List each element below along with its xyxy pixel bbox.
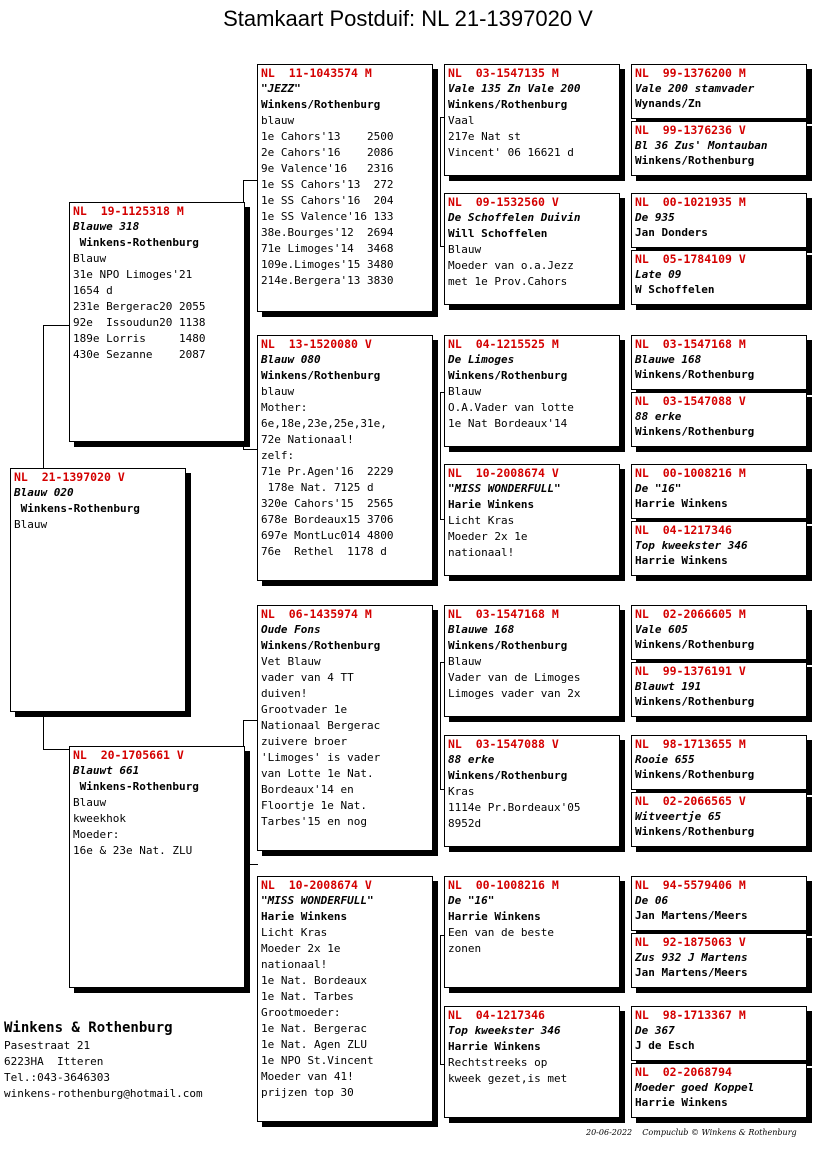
breeder-name: Harie Winkens [261, 910, 348, 923]
pigeon-info-line: Moeder van o.a.Jezz [448, 259, 574, 272]
pigeon-info-line: 1e SS Cahors'13 272 [261, 178, 394, 191]
ring-number: NL 98-1713367 M [635, 1008, 746, 1022]
pigeon-info-line: Limoges vader van 2x [448, 687, 581, 700]
pigeon-card-ancestor[interactable] [631, 662, 807, 717]
pigeon-card-ancestor[interactable] [631, 335, 807, 390]
pigeon-info-line: vader van 4 TT [261, 671, 354, 684]
pigeon-info-line: nationaal! [261, 958, 328, 971]
pigeon-name: "MISS WONDERFULL" [261, 894, 374, 907]
breeder-name: Will Schoffelen [448, 227, 548, 240]
pigeon-info-line: Rechtstreeks op [448, 1056, 548, 1069]
pigeon-info-line: van Lotte 1e Nat. [261, 767, 374, 780]
pigeon-info-line: Blauw [448, 655, 482, 668]
connector-bracket [243, 180, 258, 450]
ring-number: NL 11-1043574 M [261, 66, 372, 80]
pigeon-info-line: met 1e Prov.Cahors [448, 275, 568, 288]
pigeon-info-line: Bordeaux'14 en [261, 783, 354, 796]
pigeon-name: Top kweekster 346 [635, 539, 748, 552]
pigeon-name: Blauwe 318 [73, 220, 140, 233]
breeder-name: Winkens/Rothenburg [635, 695, 755, 708]
breeder-name: Harie Winkens [448, 498, 535, 511]
pigeon-info-line: kweekhok [73, 812, 126, 825]
ring-number: NL 09-1532560 V [448, 195, 559, 209]
pigeon-info-line: Vincent' 06 16621 d [448, 146, 574, 159]
ring-number: NL 13-1520080 V [261, 337, 372, 351]
pigeon-info-line: Blauw [14, 518, 48, 531]
breeder-name: Jan Martens/Meers [635, 909, 748, 922]
pigeon-name: De "16" [448, 894, 495, 907]
pigeon-info-line: Blauw [73, 796, 107, 809]
breeder-name: Winkens/Rothenburg [635, 425, 755, 438]
breeder-name: Winkens/Rothenburg [635, 638, 755, 651]
pigeon-info-line: zonen [448, 942, 482, 955]
pigeon-name: De "16" [635, 482, 682, 495]
footer-credit: 20-06-2022 Compuclub © Winkens & Rothenburg [586, 1128, 797, 1137]
pigeon-card-ancestor[interactable] [631, 392, 807, 447]
breeder-name: Winkens/Rothenburg [448, 369, 568, 382]
pigeon-info-line: 231e Bergerac20 2055 [73, 300, 206, 313]
pigeon-info-line: 6e,18e,23e,25e,31e, [261, 417, 387, 430]
ring-number: NL 05-1784109 V [635, 252, 746, 266]
ring-number: NL 99-1376236 V [635, 123, 746, 137]
pigeon-info-line: 38e.Bourges'12 2694 [261, 226, 394, 239]
pigeon-info-line: zuivere broer [261, 735, 348, 748]
pigeon-info-line: 217e Nat st [448, 130, 521, 143]
pigeon-name: De Limoges [448, 353, 515, 366]
pigeon-card-great-grandparent[interactable] [444, 1006, 620, 1118]
pigeon-info-line: Moeder 2x 1e [261, 942, 341, 955]
pigeon-card-father[interactable] [69, 202, 245, 442]
pigeon-card-ancestor[interactable] [631, 193, 807, 248]
owner-name: Winkens & Rothenburg [4, 1020, 173, 1036]
connector-bracket [43, 325, 71, 468]
breeder-name: Jan Martens/Meers [635, 966, 748, 979]
breeder-name: Winkens/Rothenburg [261, 369, 381, 382]
breeder-name: Winkens-Rothenburg [14, 502, 140, 515]
pigeon-name: De 367 [635, 1024, 675, 1037]
pigeon-info-line: zelf: [261, 449, 295, 462]
ring-number: NL 21-1397020 V [14, 470, 125, 484]
pigeon-info-line: Licht Kras [261, 926, 328, 939]
ring-number: NL 99-1376200 M [635, 66, 746, 80]
ring-number: NL 03-1547088 V [448, 737, 559, 751]
pigeon-info-line: 72e Nationaal! [261, 433, 354, 446]
pigeon-info-line: 92e Issoudun20 1138 [73, 316, 206, 329]
pigeon-name: Moeder goed Koppel [635, 1081, 755, 1094]
pigeon-info-line: Licht Kras [448, 514, 515, 527]
pigeon-info-line: Tarbes'15 en nog [261, 815, 367, 828]
pigeon-name: De 935 [635, 211, 675, 224]
ring-number: NL 00-1021935 M [635, 195, 746, 209]
pigeon-info-line: 214e.Bergera'13 3830 [261, 274, 394, 287]
pigeon-card-grandparent[interactable] [257, 876, 433, 1122]
pigeon-name: Blauw 020 [14, 486, 74, 499]
breeder-name: Wynands/Zn [635, 97, 702, 110]
pigeon-info-line: duiven! [261, 687, 308, 700]
breeder-name: Winkens/Rothenburg [261, 639, 381, 652]
pigeon-info-line: nationaal! [448, 546, 515, 559]
pigeon-info-line: 697e MontLuc014 4800 [261, 529, 394, 542]
ring-number: NL 04-1217346 [448, 1008, 545, 1022]
pigeon-info-line: 1e SS Cahors'16 204 [261, 194, 394, 207]
ring-number: NL 99-1376191 V [635, 664, 746, 678]
ring-number: NL 03-1547168 M [635, 337, 746, 351]
ring-number: NL 03-1547088 V [635, 394, 746, 408]
pigeon-info-line: 71e Limoges'14 3468 [261, 242, 394, 255]
pigeon-card-great-grandparent[interactable] [444, 335, 620, 447]
pigeon-info-line: 2e Cahors'16 2086 [261, 146, 394, 159]
pigeon-info-line: Grootmoeder: [261, 1006, 341, 1019]
pigeon-info-line: 1e Cahors'13 2500 [261, 130, 394, 143]
pigeon-info-line: Grootvader 1e [261, 703, 348, 716]
breeder-name: Winkens/Rothenburg [448, 769, 568, 782]
owner-email[interactable]: winkens-rothenburg@hotmail.com [4, 1087, 203, 1100]
pigeon-name: Blauwe 168 [448, 623, 515, 636]
pigeon-card-great-grandparent[interactable] [444, 193, 620, 305]
pigeon-info-line: blauw [261, 385, 295, 398]
ring-number: NL 94-5579406 M [635, 878, 746, 892]
pigeon-card-grandparent[interactable] [257, 64, 433, 312]
pigeon-info-line: 31e NPO Limoges'21 [73, 268, 193, 281]
pigeon-name: Vale 605 [635, 623, 688, 636]
ring-number: NL 00-1008216 M [635, 466, 746, 480]
breeder-name: Winkens-Rothenburg [73, 236, 199, 249]
pigeon-info-line: Vet Blauw [261, 655, 321, 668]
pigeon-name: 88 erke [635, 410, 682, 423]
pigeon-card-ancestor[interactable] [631, 933, 807, 988]
breeder-name: Winkens/Rothenburg [261, 98, 381, 111]
pigeon-card-ancestor[interactable] [631, 121, 807, 176]
ring-number: NL 04-1215525 M [448, 337, 559, 351]
pigeon-card-ancestor[interactable] [631, 605, 807, 660]
breeder-name: Harrie Winkens [448, 1040, 541, 1053]
pigeon-name: Blauwt 191 [635, 680, 702, 693]
pigeon-name: Blauwe 168 [635, 353, 702, 366]
breeder-name: Winkens/Rothenburg [448, 98, 568, 111]
breeder-name: Harrie Winkens [635, 497, 728, 510]
pigeon-name: Vale 200 stamvader [635, 82, 755, 95]
owner-address: Pasestraat 21 [4, 1039, 91, 1052]
breeder-name: Winkens-Rothenburg [73, 780, 199, 793]
pigeon-card-grandparent[interactable] [257, 335, 433, 581]
pigeon-card-great-grandparent[interactable] [444, 605, 620, 717]
ring-number: NL 02-2066565 V [635, 794, 746, 808]
pigeon-card-ancestor[interactable] [631, 735, 807, 790]
ring-number: NL 03-1547135 M [448, 66, 559, 80]
pigeon-info-line: Nationaal Bergerac [261, 719, 381, 732]
breeder-name: Harrie Winkens [448, 910, 541, 923]
pigeon-info-line: Een van de beste [448, 926, 554, 939]
page-title: Stamkaart Postduif: NL 21-1397020 V [223, 6, 593, 31]
pigeon-info-line: 189e Lorris 1480 [73, 332, 206, 345]
pigeon-info-line: 16e & 23e Nat. ZLU [73, 844, 193, 857]
breeder-name: Winkens/Rothenburg [635, 154, 755, 167]
pigeon-info-line: 9e Valence'16 2316 [261, 162, 394, 175]
pigeon-name: Blauwt 661 [73, 764, 140, 777]
ring-number: NL 06-1435974 M [261, 607, 372, 621]
connector-bracket [43, 710, 71, 750]
breeder-name: Winkens/Rothenburg [448, 639, 568, 652]
breeder-name: Winkens/Rothenburg [635, 768, 755, 781]
pigeon-card-mother[interactable] [69, 746, 245, 988]
owner-phone: Tel.:043-3646303 [4, 1071, 110, 1084]
owner-block [4, 1018, 203, 1102]
pigeon-info-line: 71e Pr.Agen'16 2229 [261, 465, 394, 478]
breeder-name: W Schoffelen [635, 283, 715, 296]
pigeon-info-line: Moeder: [73, 828, 120, 841]
pigeon-card-ancestor[interactable] [631, 521, 807, 576]
pigeon-card-ancestor[interactable] [631, 1063, 807, 1118]
pigeon-info-line: 1e SS Valence'16 133 [261, 210, 394, 223]
breeder-name: Harrie Winkens [635, 554, 728, 567]
ring-number: NL 00-1008216 M [448, 878, 559, 892]
pigeon-name: Top kweekster 346 [448, 1024, 561, 1037]
pigeon-info-line: 1654 d [73, 284, 113, 297]
pigeon-card-great-grandparent[interactable] [444, 876, 620, 988]
pigeon-info-line: 320e Cahors'15 2565 [261, 497, 394, 510]
pigeon-info-line: 678e Bordeaux15 3706 [261, 513, 394, 526]
pigeon-name: Vale 135 Zn Vale 200 [448, 82, 581, 95]
ring-number: NL 04-1217346 [635, 523, 732, 537]
pigeon-name: Bl 36 Zus' Montauban [635, 139, 768, 152]
pigeon-info-line: 1e Nat. Agen ZLU [261, 1038, 367, 1051]
pigeon-card-subject[interactable] [10, 468, 186, 712]
pigeon-name: De 06 [635, 894, 669, 907]
pigeon-info-line: O.A.Vader van lotte [448, 401, 574, 414]
pigeon-card-grandparent[interactable] [257, 605, 433, 851]
breeder-name: Winkens/Rothenburg [635, 368, 755, 381]
pigeon-info-line: 109e.Limoges'15 3480 [261, 258, 394, 271]
pigeon-card-ancestor[interactable] [631, 792, 807, 847]
pigeon-info-line: Floortje 1e Nat. [261, 799, 367, 812]
pigeon-card-ancestor[interactable] [631, 250, 807, 305]
pigeon-info-line: Kras [448, 785, 475, 798]
pigeon-name: Rooie 655 [635, 753, 695, 766]
pigeon-info-line: 'Limoges' is vader [261, 751, 381, 764]
ring-number: NL 98-1713655 M [635, 737, 746, 751]
owner-city: 6223HA Itteren [4, 1055, 104, 1068]
pigeon-name: Witveertje 65 [635, 810, 722, 823]
pigeon-info-line: 76e Rethel 1178 d [261, 545, 387, 558]
pigeon-name: "MISS WONDERFULL" [448, 482, 561, 495]
pigeon-name: "JEZZ" [261, 82, 301, 95]
pigeon-info-line: 1e Nat. Tarbes [261, 990, 354, 1003]
pigeon-info-line: Moeder van 41! [261, 1070, 354, 1083]
pigeon-card-ancestor[interactable] [631, 64, 807, 119]
pigeon-name: 88 erke [448, 753, 495, 766]
pigeon-info-line: kweek gezet,is met [448, 1072, 568, 1085]
pigeon-info-line: 178e Nat. 7125 d [261, 481, 374, 494]
pigeon-name: De Schoffelen Duivin [448, 211, 581, 224]
ring-number: NL 10-2008674 V [261, 878, 372, 892]
breeder-name: Jan Donders [635, 226, 708, 239]
pigeon-info-line: 430e Sezanne 2087 [73, 348, 206, 361]
pigeon-info-line: 1e Nat Bordeaux'14 [448, 417, 568, 430]
pigeon-info-line: 8952d [448, 817, 482, 830]
pigeon-name: Oude Fons [261, 623, 321, 636]
ring-number: NL 02-2068794 [635, 1065, 732, 1079]
ring-number: NL 92-1875063 V [635, 935, 746, 949]
ring-number: NL 10-2008674 V [448, 466, 559, 480]
pigeon-info-line: Blauw [448, 385, 482, 398]
ring-number: NL 02-2066605 M [635, 607, 746, 621]
ring-number: NL 19-1125318 M [73, 204, 184, 218]
pigeon-info-line: 1e Nat. Bordeaux [261, 974, 367, 987]
pigeon-info-line: Vaal [448, 114, 475, 127]
pigeon-card-great-grandparent[interactable] [444, 735, 620, 847]
pigeon-name: Zus 932 J Martens [635, 951, 748, 964]
breeder-name: Winkens/Rothenburg [635, 825, 755, 838]
breeder-name: Harrie Winkens [635, 1096, 728, 1109]
pigeon-info-line: Mother: [261, 401, 308, 414]
pigeon-info-line: blauw [261, 114, 295, 127]
pigeon-info-line: Blauw [448, 243, 482, 256]
pigeon-info-line: Blauw [73, 252, 107, 265]
pigeon-card-ancestor[interactable] [631, 1006, 807, 1061]
pigeon-card-ancestor[interactable] [631, 464, 807, 519]
pigeon-info-line: Moeder 2x 1e [448, 530, 528, 543]
pigeon-info-line: 1114e Pr.Bordeaux'05 [448, 801, 581, 814]
pigeon-card-great-grandparent[interactable] [444, 64, 620, 176]
pigeon-card-great-grandparent[interactable] [444, 464, 620, 576]
pigeon-name: Late 09 [635, 268, 682, 281]
pigeon-info-line: 1e Nat. Bergerac [261, 1022, 367, 1035]
ring-number: NL 20-1705661 V [73, 748, 184, 762]
pigeon-card-ancestor[interactable] [631, 876, 807, 931]
breeder-name: J de Esch [635, 1039, 695, 1052]
pigeon-name: Blauw 080 [261, 353, 321, 366]
ring-number: NL 03-1547168 M [448, 607, 559, 621]
pigeon-info-line: Vader van de Limoges [448, 671, 581, 684]
pigeon-info-line: prijzen top 30 [261, 1086, 354, 1099]
connector-bracket [243, 720, 258, 865]
pigeon-info-line: 1e NPO St.Vincent [261, 1054, 374, 1067]
